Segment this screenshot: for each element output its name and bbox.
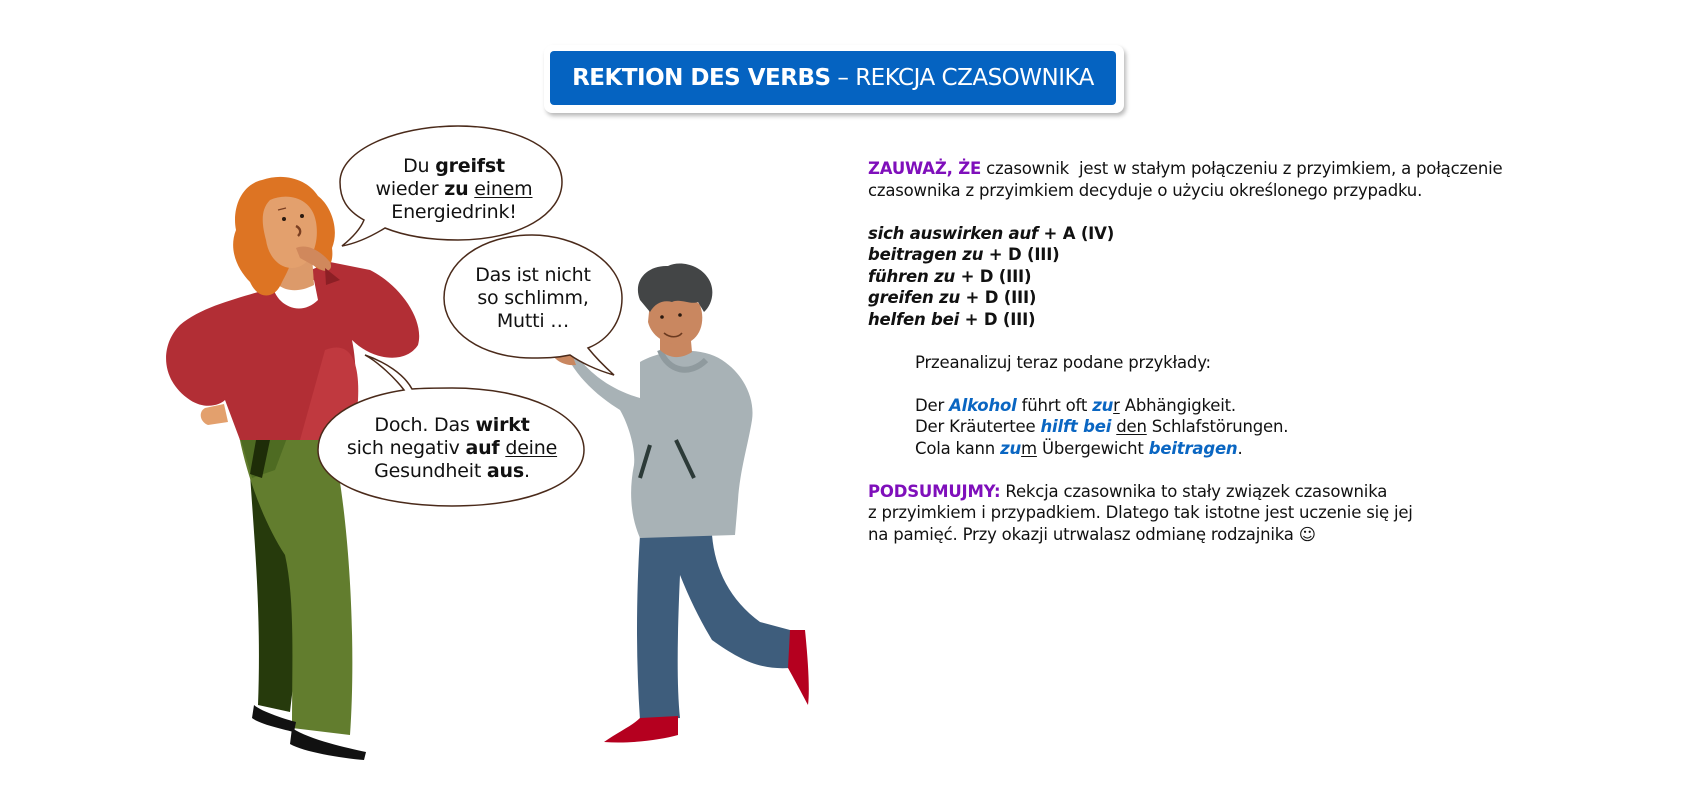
rule-case: + A (IV) bbox=[1038, 223, 1115, 243]
text: sich negativ bbox=[346, 437, 466, 459]
text: Energiedrink! bbox=[391, 201, 517, 223]
highlight: zu bbox=[1000, 438, 1022, 458]
text-bold: auf bbox=[465, 437, 500, 459]
text: wieder bbox=[375, 178, 445, 200]
text: Du bbox=[403, 155, 436, 177]
rule-item bbox=[868, 266, 1588, 288]
text: Cola kann bbox=[915, 438, 1001, 458]
rule-verb: beitragen zu bbox=[868, 245, 984, 264]
rules-list bbox=[868, 223, 1588, 331]
bubble-text-mother-1 bbox=[356, 155, 552, 224]
text-bold: zu bbox=[444, 178, 469, 200]
text-bold: wirkt bbox=[475, 414, 530, 436]
example-sentence bbox=[915, 416, 1588, 438]
note-text: czasownik jest w stałym połączeniu z przyimkiem, a połączenie bbox=[981, 159, 1503, 178]
text: so schlimm, bbox=[477, 287, 589, 309]
note-paragraph bbox=[868, 158, 1588, 201]
text: Übergewicht bbox=[1036, 438, 1149, 458]
text-bold: aus bbox=[486, 460, 524, 482]
article-ending: r bbox=[1113, 395, 1120, 415]
text: . bbox=[523, 460, 530, 482]
summary-paragraph bbox=[868, 481, 1588, 546]
text: Der bbox=[915, 395, 950, 415]
rule-item bbox=[868, 244, 1588, 266]
rule-case: + D (III) bbox=[983, 245, 1060, 264]
text-underline: deine bbox=[505, 437, 558, 459]
rule-verb: helfen bei bbox=[868, 309, 960, 329]
example-sentence bbox=[915, 438, 1588, 460]
text: Abhängigkeit. bbox=[1119, 395, 1236, 415]
examples-block bbox=[868, 352, 1588, 460]
example-sentence bbox=[915, 395, 1588, 417]
rule-item bbox=[868, 309, 1588, 331]
bubble-text-mother-2 bbox=[330, 414, 574, 483]
rule-case: + D (III) bbox=[959, 309, 1036, 329]
text-bold: greifst bbox=[435, 155, 505, 177]
rule-case: + D (III) bbox=[960, 288, 1037, 307]
article-ending: den bbox=[1116, 417, 1147, 436]
text: Der Kräutertee bbox=[915, 417, 1041, 436]
rule-item bbox=[868, 223, 1588, 245]
rule-verb: führen zu bbox=[868, 266, 956, 286]
text: Doch. Das bbox=[374, 414, 476, 436]
summary-text: Rekcja czasownika to stały związek czasownika bbox=[1000, 481, 1388, 501]
bubble-text-son bbox=[450, 264, 616, 333]
rule-verb: sich auswirken auf bbox=[868, 223, 1039, 243]
highlight: beitragen bbox=[1148, 438, 1238, 458]
title-polish: REKCJA CZASOWNIKA bbox=[855, 65, 1094, 91]
explanation-panel bbox=[868, 158, 1588, 545]
note-text: czasownika z przyimkiem decyduje o użyciu określonego przypadku. bbox=[868, 180, 1423, 200]
text: . bbox=[1237, 438, 1243, 458]
text-underline: einem bbox=[474, 178, 533, 200]
summary-text: na pamięć. Przy okazji utrwalasz odmianę rodzajnika ☺ bbox=[868, 524, 1316, 544]
text: Schlafstörungen. bbox=[1146, 417, 1289, 436]
text: führt oft bbox=[1016, 395, 1093, 415]
text: Mutti … bbox=[496, 310, 570, 332]
rule-item bbox=[868, 287, 1588, 309]
highlight: hilft bei bbox=[1040, 417, 1112, 436]
title-separator: – bbox=[830, 65, 856, 91]
highlight: Alkohol bbox=[949, 395, 1017, 415]
article-ending: m bbox=[1021, 438, 1037, 458]
summary-text: z przyimkiem i przypadkiem. Dlatego tak istotne jest uczenie się jej bbox=[868, 503, 1413, 522]
rule-verb: greifen zu bbox=[868, 288, 961, 307]
title-german: REKTION DES VERBS bbox=[572, 65, 831, 91]
text: Das ist nicht bbox=[475, 264, 591, 286]
note-label: ZAUWAŻ, ŻE bbox=[868, 159, 982, 178]
highlight: zu bbox=[1092, 395, 1114, 415]
summary-label: PODSUMUJMY: bbox=[868, 481, 1001, 501]
examples-intro: Przeanalizuj teraz podane przykłady: bbox=[915, 352, 1211, 372]
text: Gesundheit bbox=[374, 460, 487, 482]
rule-case: + D (III) bbox=[955, 266, 1032, 286]
